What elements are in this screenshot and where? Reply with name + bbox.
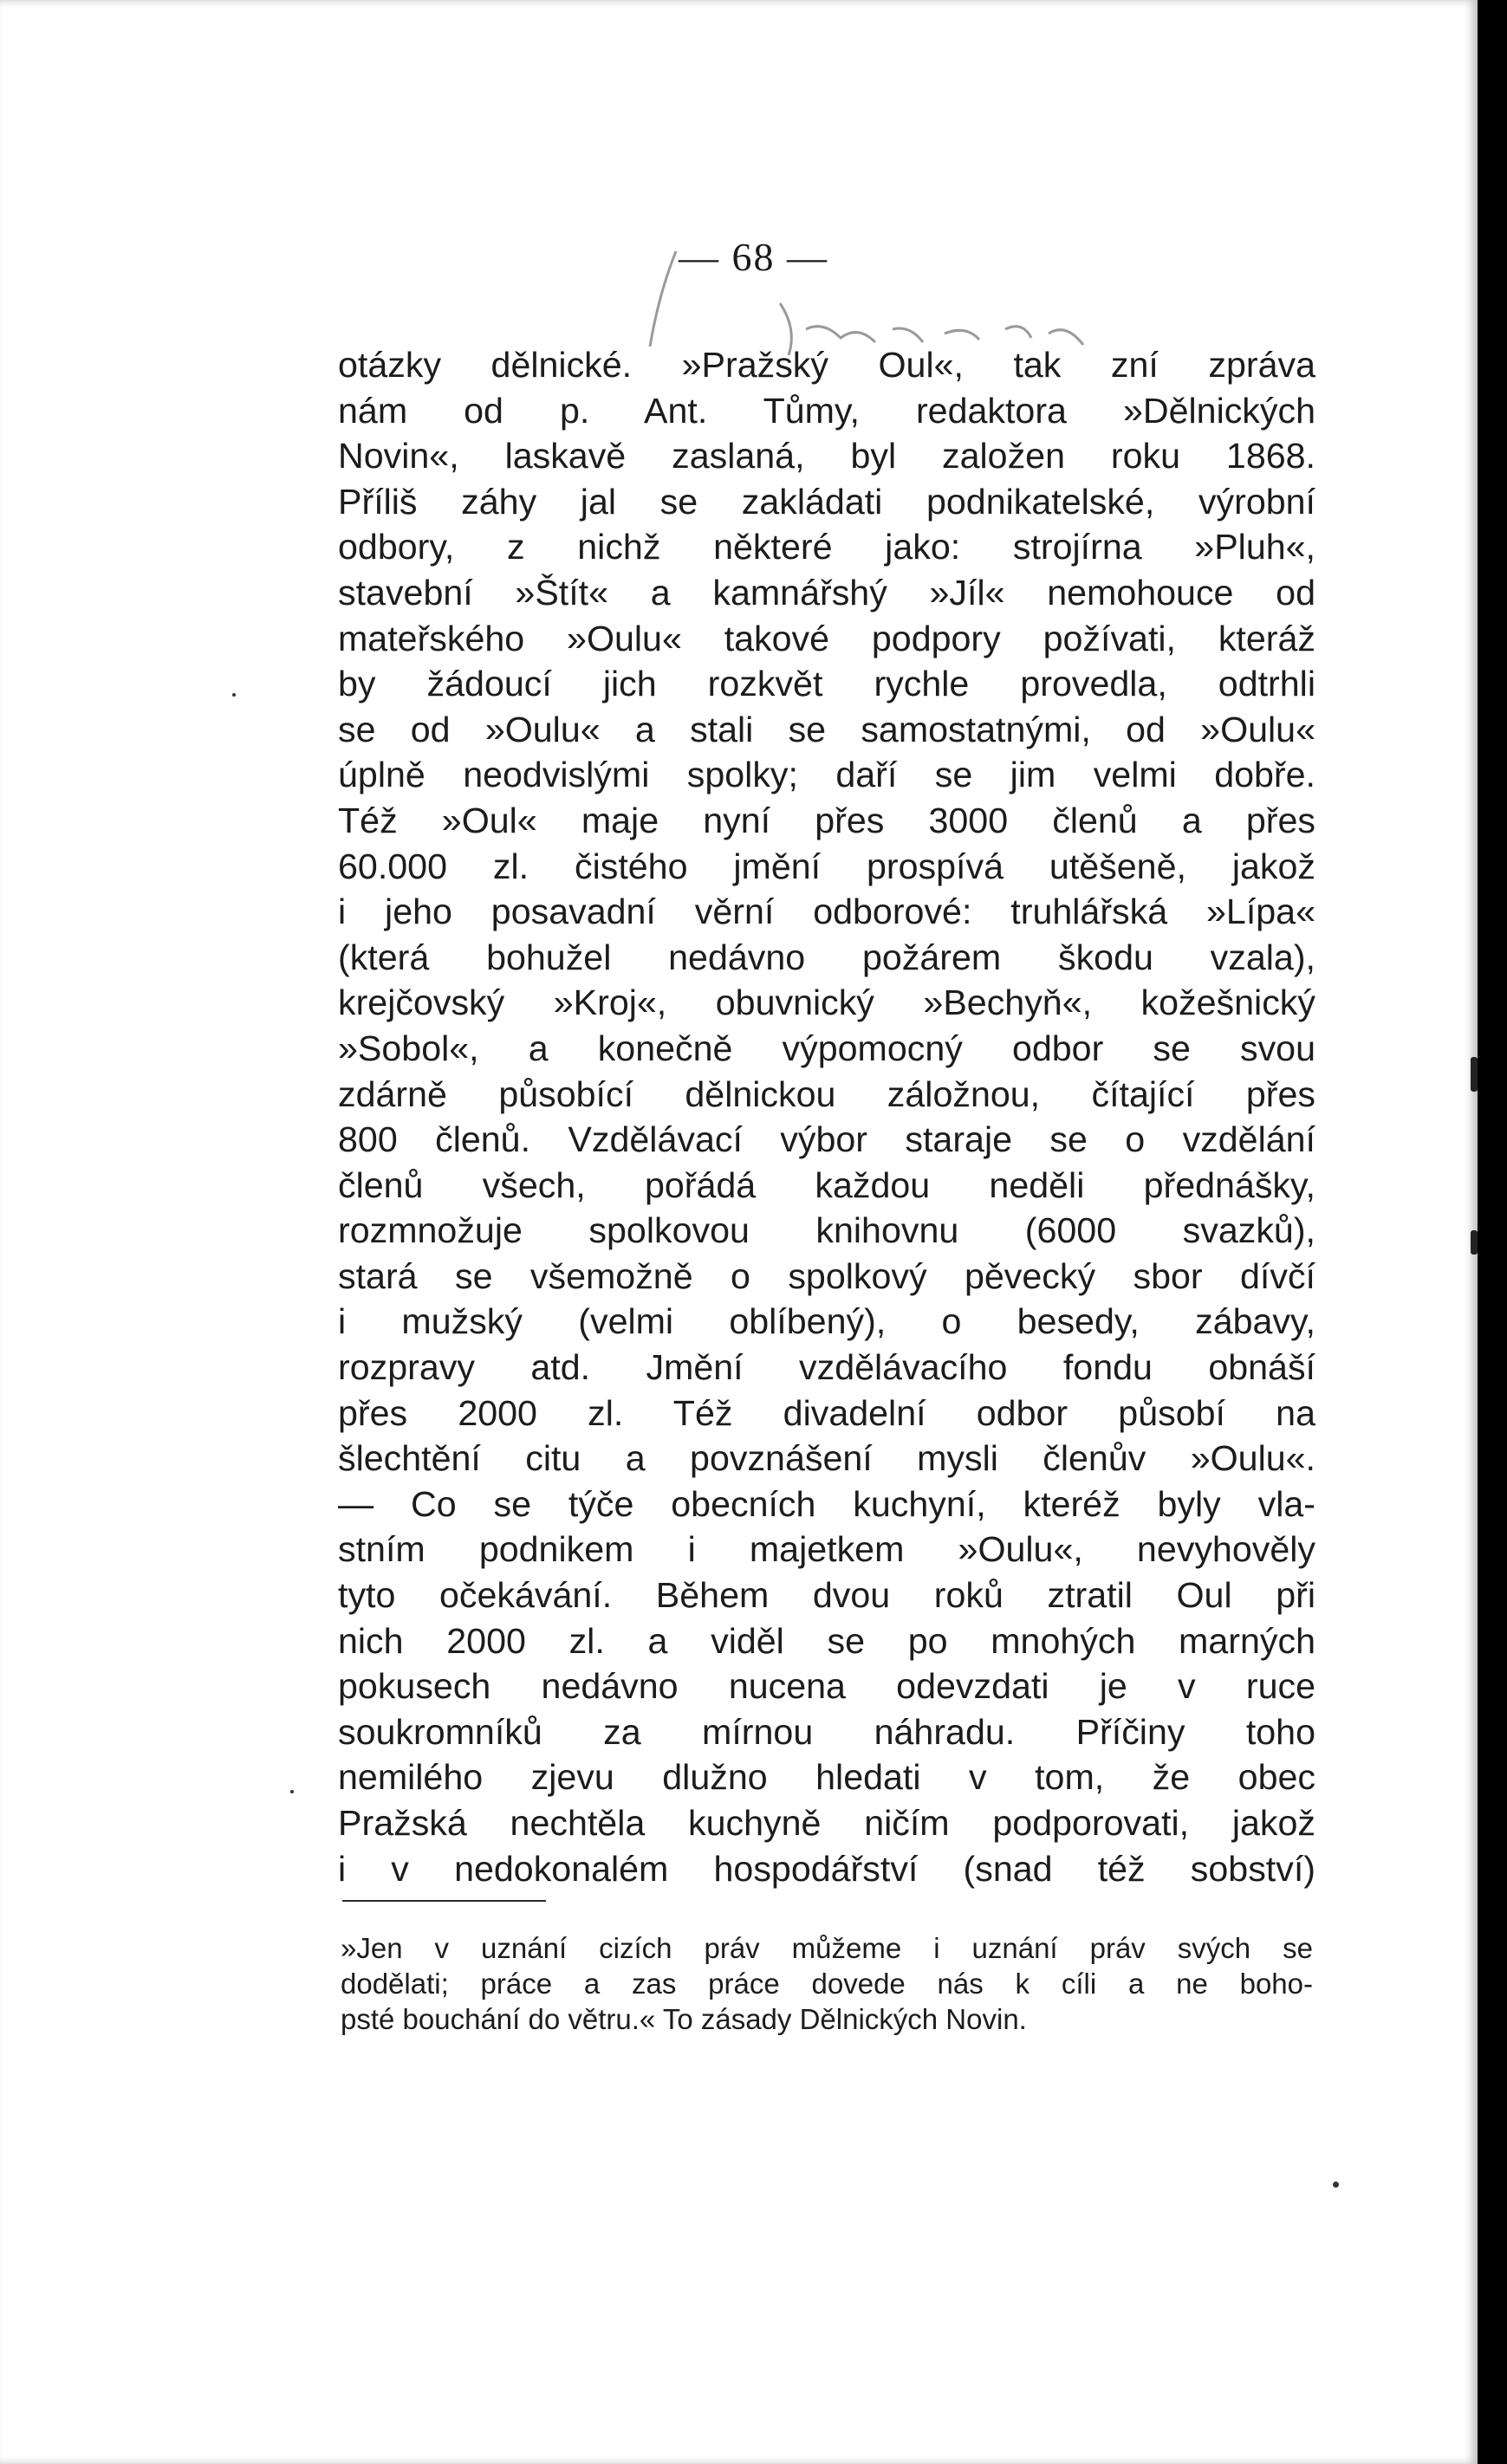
text-line: krejčovský »Kroj«, obuvnický »Bechyň«, kožešnický [338, 982, 1315, 1023]
text-line: Též »Oul« maje nyní přes 3000 členů a přes [338, 800, 1315, 840]
text-line: tyto očekávání. Během dvou roků ztratil Oul při [338, 1575, 1315, 1616]
text-line: i jeho posavadní věrní odborové: truhlářská »Lípa« [338, 892, 1315, 932]
footnote-line: psté bouchání do větru.« To zásady Dělnických Novin. [341, 2003, 1027, 2035]
text-line: nich 2000 zl. a viděl se po mnohých marných [338, 1620, 1315, 1661]
text-line: (která bohužel nedávno požárem škodu vzala), [338, 937, 1315, 977]
text-line: zdárně působící dělnickou záložnou, čítající přes [338, 1073, 1315, 1114]
scan-speck [1333, 2182, 1339, 2188]
text-line: pokusech nedávno nucena odevzdati je v ruce [338, 1666, 1315, 1707]
text-line: otázky dělnické. »Pražský Oul«, tak zní zpráva [338, 345, 1315, 385]
text-line: mateřského »Oulu« takové podpory požívati, kteráž [338, 618, 1315, 658]
text-line: — Co se týče obecních kuchyní, kteréž byly vla- [338, 1483, 1315, 1524]
text-line: nemilého zjevu dlužno hledati v tom, že obec [338, 1757, 1315, 1798]
text-line: 60.000 zl. čistého jmění prospívá utěšeně, jakož [338, 846, 1315, 886]
scan-edge-mark [1471, 1230, 1478, 1255]
text-line: přes 2000 zl. Též divadelní odbor působí na [338, 1392, 1315, 1433]
text-line: stním podnikem i majetkem »Oulu«, nevyhověly [338, 1529, 1315, 1570]
text-line: nám od p. Ant. Tůmy, redaktora »Dělnických [338, 390, 1315, 431]
footnote-line: dodělati; práce a zas práce dovede nás k cíli a ne boho- [341, 1968, 1313, 2000]
text-line: odbory, z nichž některé jako: strojírna »Pluh«, [338, 527, 1315, 567]
text-line: šlechtění citu a povznášení mysli členův »Oulu«. [338, 1438, 1315, 1479]
text-line: i v nedokonalém hospodářství (snad též sobství) [338, 1848, 1315, 1889]
text-line: i mužský (velmi oblíbený), o besedy, zábavy, [338, 1301, 1315, 1342]
footnote-line: »Jen v uznání cizích práv můžeme i uznání práv svých se [341, 1932, 1313, 1964]
text-line: rozmnožuje spolkovou knihovnu (6000 svazků), [338, 1210, 1315, 1251]
text-line: »Sobol«, a konečně výpomocný odbor se svou [338, 1028, 1315, 1068]
text-line: stavební »Štít« a kamnářshý »Jíl« nemohouce od [338, 572, 1315, 613]
footnote [341, 1930, 1313, 2037]
text-line: členů všech, pořádá každou neděli přednášky, [338, 1164, 1315, 1205]
footnote-divider [342, 1900, 546, 1902]
text-line: by žádoucí jich rozkvět rychle provedla, odtrhli [338, 664, 1315, 704]
text-line: rozpravy atd. Jmění vzdělávacího fondu obnáší [338, 1347, 1315, 1388]
page-number: — 68 — [679, 235, 828, 279]
text-line: Novin«, laskavě zaslaná, byl založen roku 1868. [338, 436, 1315, 477]
text-line: Příliš záhy jal se zakládati podnikatelské, výrobní [338, 481, 1315, 522]
text-line: se od »Oulu« a stali se samostatnými, od »Oulu« [338, 709, 1315, 749]
scan-speck [290, 1790, 294, 1793]
text-line: Pražská nechtěla kuchyně ničím podporovati, jakož [338, 1803, 1315, 1843]
text-line: úplně neodvislými spolky; daří se jim velmi dobře. [338, 755, 1315, 795]
main-text [338, 342, 1315, 1891]
text-line: soukromníků za mírnou náhradu. Příčiny toho [338, 1711, 1315, 1752]
scan-speck [232, 693, 236, 697]
scan-edge-mark [1471, 1057, 1478, 1092]
text-line: stará se všemožně o spolkový pěvecký sbor dívčí [338, 1255, 1315, 1296]
text-line: 800 členů. Vzdělávací výbor staraje se o vzdělání [338, 1119, 1315, 1160]
